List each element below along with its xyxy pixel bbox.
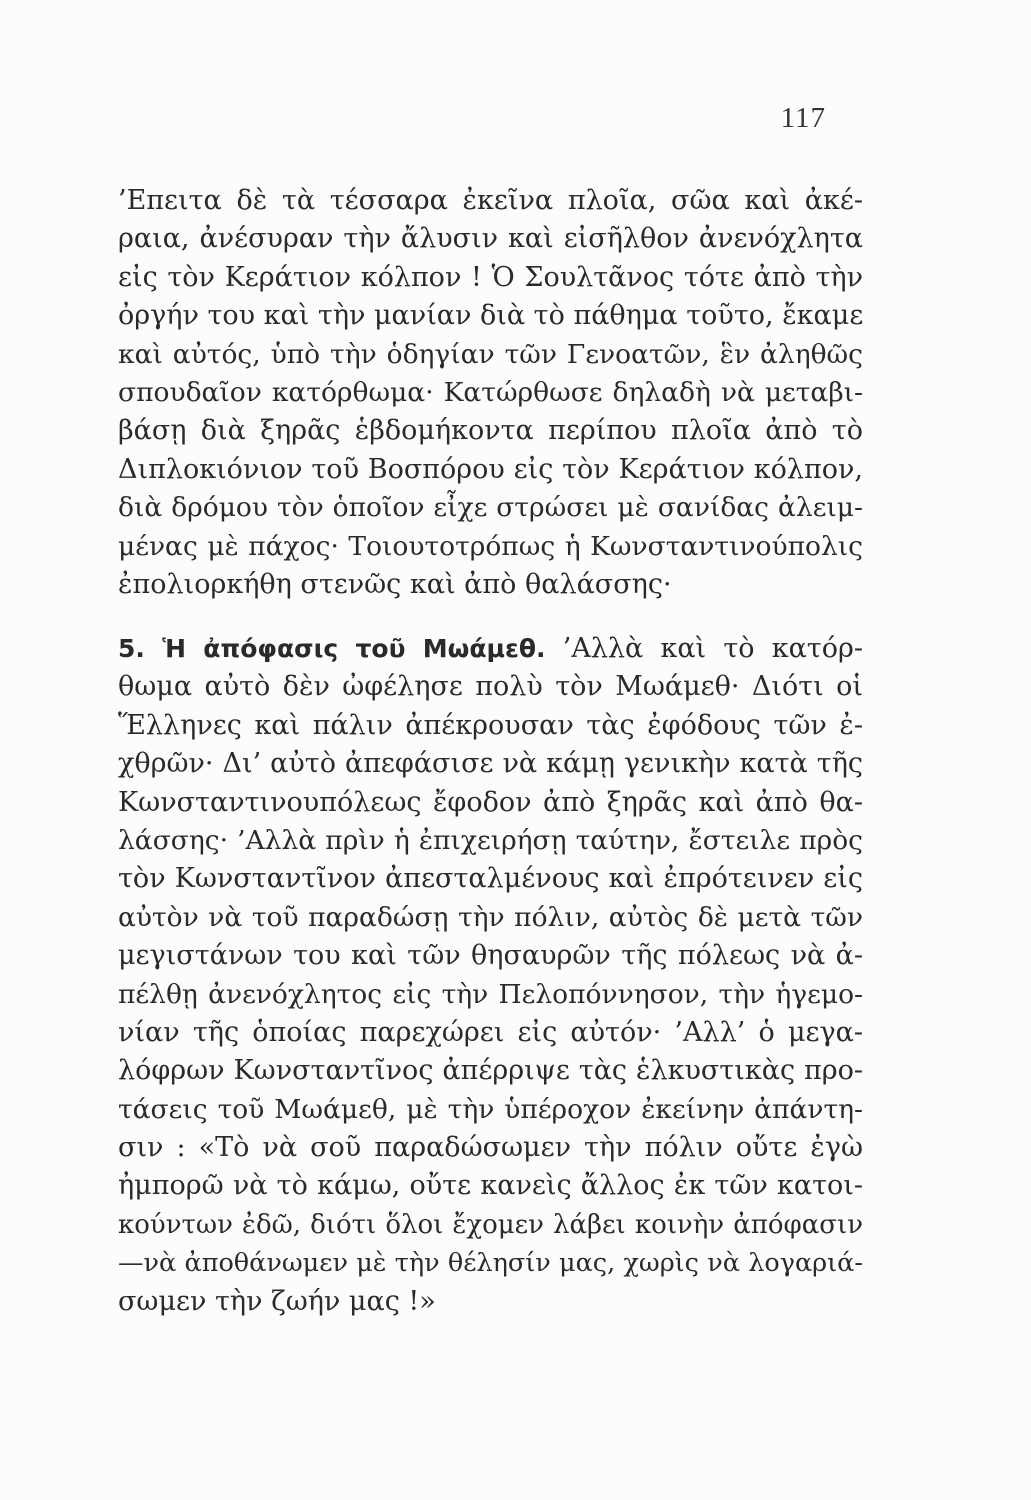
text-line: βάσῃ διὰ ξηρᾶς ἑβδομήκοντα περίπου πλοῖα ἀπὸ τὸ [118,415,863,447]
text-line: διὰ δρόμου τὸν ὁποῖον εἶχε στρώσει μὲ σανίδας ἀλειμ- [118,492,863,524]
text-line: εἰς τὸν Κεράτιον κόλπον ! Ὁ Σουλτᾶνος τότε ἀπὸ τὴν [118,261,863,293]
text-line: Διπλοκιόνιον τοῦ Βοσπόρου εἰς τὸν Κεράτιον κόλπον, [118,453,863,485]
section-heading: 5. Ἡ ἀπόφασις τοῦ Μωάμεθ. [118,634,546,663]
text-line: τὸν Κωνσταντῖνον ἀπεσταλμένους καὶ ἐπρότεινεν εἰς [118,863,863,895]
text-line: σωμεν τὴν ζωήν μας !» [118,1285,436,1317]
heading-line [118,630,863,668]
heading-line-text: ’Αλλὰ καὶ τὸ κατόρ- [562,633,863,664]
text-line: μεγιστάνων του καὶ τῶν θησαυρῶν τῆς πόλεως νὰ ἀ- [118,940,863,972]
text-line: σιν : «Τὸ νὰ σοῦ παραδώσωμεν τὴν πόλιν οὔτε ἐγὼ [118,1132,863,1164]
text-line: ὀργήν του καὶ τὴν μανίαν διὰ τὸ πάθημα τοῦτο, ἔκαμε [118,300,864,332]
text-line: τάσεις τοῦ Μωάμεθ, μὲ τὴν ὑπέροχον ἐκείνην ἀπάντη- [118,1093,863,1125]
text-line: λάσσης· ’Αλλὰ πρὶν ἡ ἐπιχειρήσῃ ταύτην, ἔστειλε πρὸς [118,824,863,856]
text-line: καὶ αὐτός, ὑπὸ τὴν ὁδηγίαν τῶν Γενοατῶν, ἓν ἀληθῶς [118,338,863,370]
text-line: χθρῶν· Δι’ αὐτὸ ἀπεφάσισε νὰ κάμῃ γενικὴν κατὰ τῆς [118,748,863,780]
text-line: σπουδαῖον κατόρθωμα· Κατώρθωσε δηλαδὴ νὰ μεταβι- [118,376,863,408]
text-line: Ἕλληνες καὶ πάλιν ἀπέκρουσαν τὰς ἐφόδους τῶν ἐ- [118,709,863,741]
text-line: κούντων ἐδῶ, διότι ὅλοι ἔχομεν λάβει κοινὴν ἀπόφασιν [118,1209,863,1240]
text-line: —νὰ ἀποθάνωμεν μὲ τὴν θέλησίν μας, χωρὶς νὰ λογαριά- [118,1248,863,1279]
text-line: ’Επειτα δὲ τὰ τέσσαρα ἐκεῖνα πλοῖα, σῶα καὶ ἀκέ- [118,185,863,216]
text-line: αὐτὸν νὰ τοῦ παραδώσῃ τὴν πόλιν, αὐτὸς δὲ μετὰ τῶν [118,901,863,933]
paragraph-2 [118,630,863,1321]
text-line: πέλθῃ ἀνενόχλητος εἰς τὴν Πελοπόννησον, τὴν ἡγεμο- [118,978,863,1010]
text-line: ἠμπορῶ νὰ τὸ κάμω, οὔτε κανεὶς ἄλλος ἐκ τῶν κατοι- [118,1170,863,1202]
text-line: θωμα αὐτὸ δὲν ὠφέλησε πολὺ τὸν Μωάμεθ· Διότι οἱ [118,671,863,703]
page-number: 117 [780,102,826,134]
paragraph-1 [118,182,863,604]
text-line: ἐπολιορκήθη στενῶς καὶ ἀπὸ θαλάσσης· [118,568,672,600]
text-line: μένας μὲ πάχος· Τοιουτοτρόπως ἡ Κωνσταντινούπολις [118,530,863,562]
text-line: Κωνσταντινουπόλεως ἔφοδον ἀπὸ ξηρᾶς καὶ ἀπὸ θα- [118,786,863,818]
text-line: ραια, ἀνέσυραν τὴν ἄλυσιν καὶ εἰσῆλθον ἀνενόχλητα [118,223,863,255]
text-line: νίαν τῆς ὁποίας παρεχώρει εἰς αὐτόν· ’Αλλ’ ὁ μεγα- [118,1016,863,1048]
text-line: λόφρων Κωνσταντῖνος ἀπέρριψε τὰς ἑλκυστικὰς προ- [118,1055,863,1087]
